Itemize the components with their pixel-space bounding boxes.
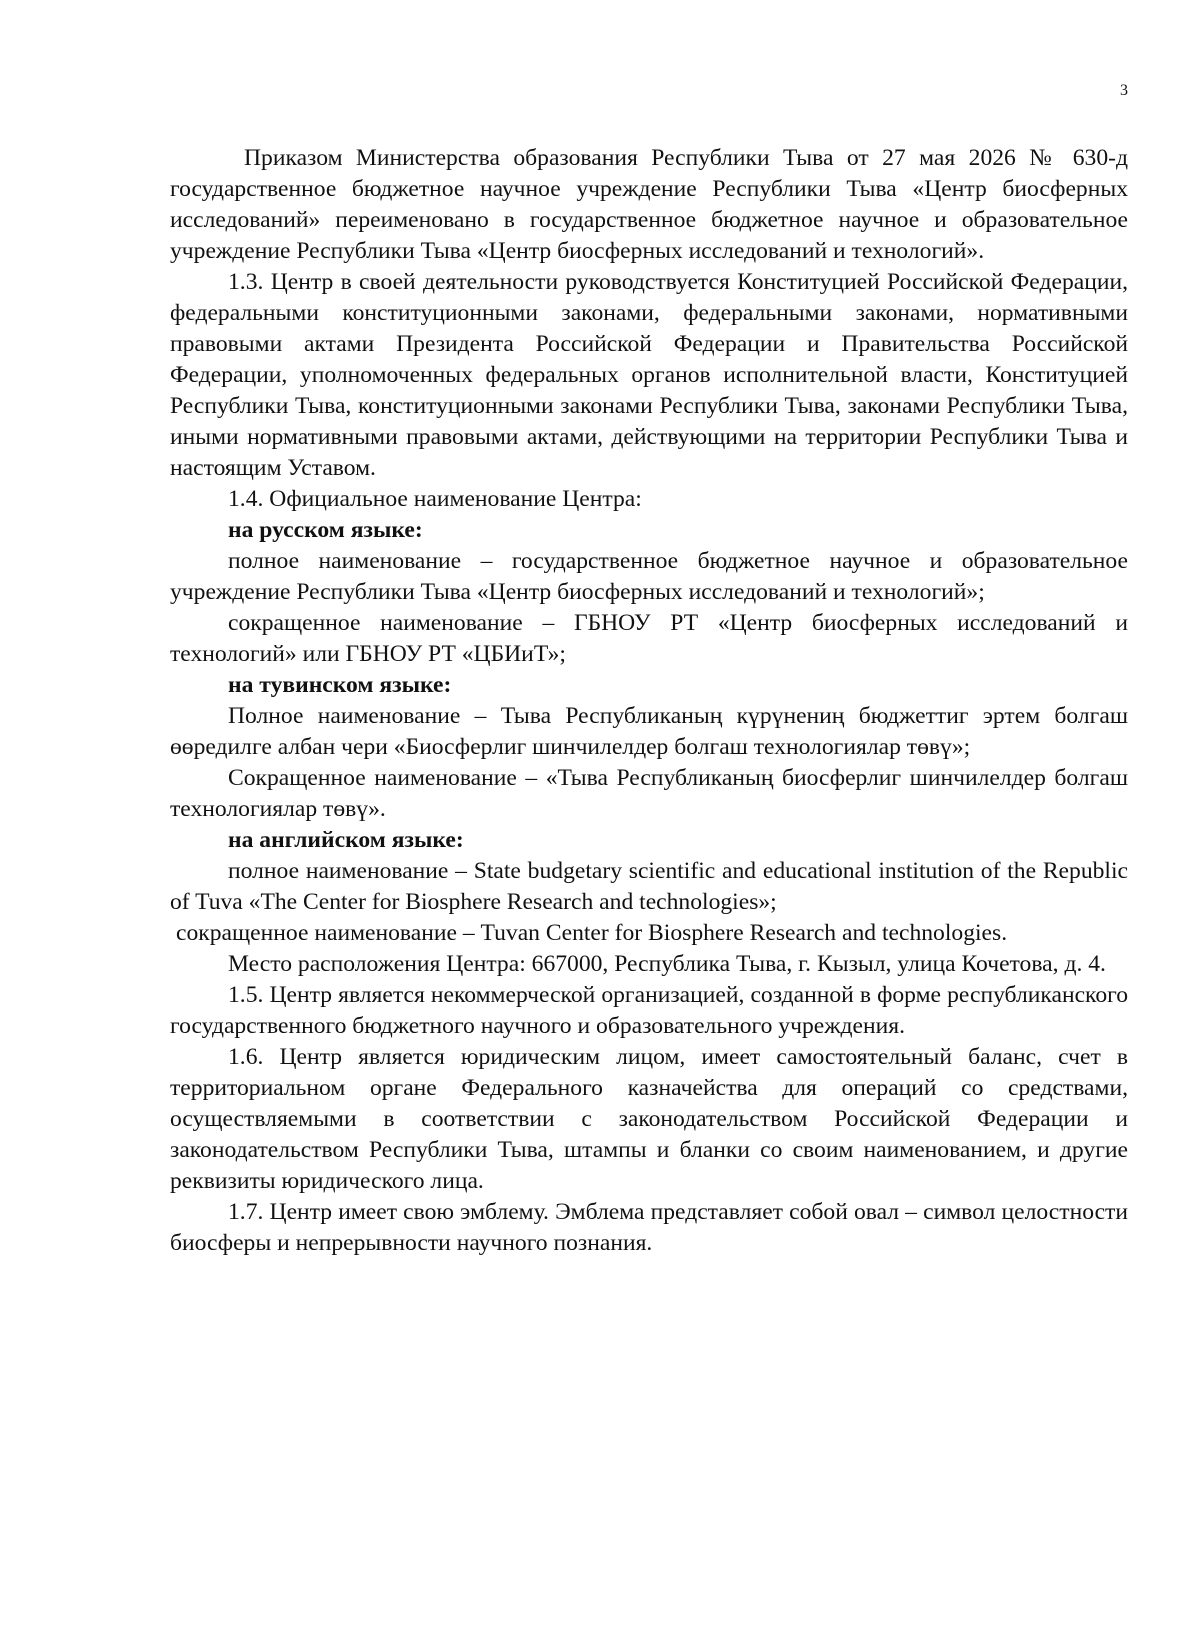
paragraph-russian-short-name: сокращенное наименование – ГБНОУ РТ «Центр биосферных исследований и технологий» или ГБНОУ РТ «ЦБИиТ»; [170, 610, 1128, 667]
paragraph-tuvan-short-name: Сокращенное наименование – «Тыва Республиканың биосферлиг шинчилелдер болгаш технологиялар төвү». [170, 765, 1128, 822]
paragraph-1-3: 1.3. Центр в своей деятельности руководствуется Конституцией Российской Федерации, федеральными конституционными законами, федеральными законами, нормативными правовыми актами Президента Российской Федерации и Правительства Российской Федерации, уполномоченных федеральных органов исполнительной власти, Конституцией Республики Тыва, конституционными законами Республики Тыва, законами Республики Тыва, иными нормативными правовыми актами, действующими на территории Республики Тыва и настоящим Уставом. [170, 269, 1128, 481]
paragraph-1-5: 1.5. Центр является некоммерческой организацией, созданной в форме республиканского государственного бюджетного научного и образовательного учреждения. [170, 982, 1128, 1039]
heading-tuvan: на тувинском языке: [228, 672, 452, 698]
paragraph-1-7: 1.7. Центр имеет свою эмблему. Эмблема представляет собой овал – символ целостности биосферы и непрерывности научного познания. [170, 1199, 1128, 1256]
paragraph-tuvan-full-name: Полное наименование – Тыва Республиканың күрүнениң бюджеттиг эртем болгаш өөредилге албан чери «Биосферлиг шинчилелдер болгаш технологиялар төвү»; [170, 703, 1128, 760]
paragraph-1-6: 1.6. Центр является юридическим лицом, имеет самостоятельный баланс, счет в территориальном органе Федерального казначейства для операций со средствами, осуществляемыми в соответствии с законодательством Российской Федерации и законодательством Республики Тыва, штампы и бланки со своим наименованием, и другие реквизиты юридического лица. [170, 1044, 1128, 1194]
paragraph-renaming-order: Приказом Министерства образования Республики Тыва от 27 мая 2026 № 630-д государственное бюджетное научное учреждение Республики Тыва «Центр биосферных исследований» переименовано в государственное бюджетное научное и образовательное учреждение Республики Тыва «Центр биосферных исследований и технологий». [170, 145, 1128, 264]
paragraph-russian-full-name: полное наименование – государственное бюджетное научное и образовательное учреждение Республики Тыва «Центр биосферных исследований и технологий»; [170, 548, 1128, 605]
paragraph-1-4: 1.4. Официальное наименование Центра: [228, 486, 642, 512]
paragraph-english-short-name: сокращенное наименование – Tuvan Center for Biosphere Research and technologies. [176, 920, 1008, 946]
paragraph-location: Место расположения Центра: 667000, Республика Тыва, г. Кызыл, улица Кочетова, д. 4. [228, 951, 1106, 977]
page-number: 3 [1120, 82, 1128, 99]
paragraph-english-full-name: полное наименование – State budgetary scientific and educational institution of the Republic of Tuva «The Center for Biosphere Research and technologies»; [170, 858, 1128, 915]
heading-english: на английском языке: [228, 827, 464, 853]
heading-russian: на русском языке: [228, 517, 423, 543]
document-body [170, 143, 1128, 1259]
